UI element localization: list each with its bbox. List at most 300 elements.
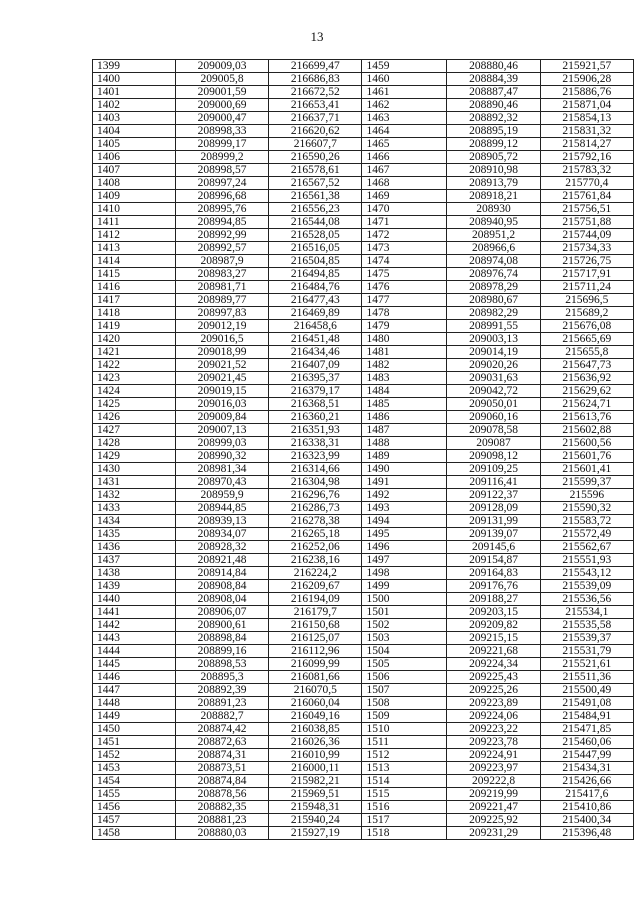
y-coordinate-left: 216314,66 xyxy=(269,463,362,476)
y-coordinate-right: 215636,92 xyxy=(540,372,633,385)
x-coordinate-right: 209116,41 xyxy=(447,476,540,489)
x-coordinate-left: 209021,45 xyxy=(175,372,268,385)
y-coordinate-left: 215969,51 xyxy=(269,788,362,801)
table-row xyxy=(93,528,634,541)
x-coordinate-left: 208908,04 xyxy=(175,593,268,606)
table-row xyxy=(93,814,634,827)
x-coordinate-left: 209005,8 xyxy=(175,73,268,86)
x-coordinate-right: 208974,08 xyxy=(447,255,540,268)
point-number-right: 1495 xyxy=(362,528,447,541)
x-coordinate-left: 208934,07 xyxy=(175,528,268,541)
point-number-right: 1471 xyxy=(362,216,447,229)
table-row xyxy=(93,333,634,346)
point-number-left: 1436 xyxy=(93,541,176,554)
table-row xyxy=(93,307,634,320)
x-coordinate-right: 208880,46 xyxy=(447,60,540,73)
x-coordinate-right: 209031,63 xyxy=(447,372,540,385)
x-coordinate-left: 208992,57 xyxy=(175,242,268,255)
point-number-left: 1412 xyxy=(93,229,176,242)
point-number-right: 1497 xyxy=(362,554,447,567)
x-coordinate-right: 208940,95 xyxy=(447,216,540,229)
y-coordinate-left: 216561,38 xyxy=(269,190,362,203)
table-row xyxy=(93,749,634,762)
x-coordinate-left: 208997,83 xyxy=(175,307,268,320)
y-coordinate-left: 216672,52 xyxy=(269,86,362,99)
table-row xyxy=(93,346,634,359)
table-row xyxy=(93,671,634,684)
y-coordinate-left: 216567,52 xyxy=(269,177,362,190)
x-coordinate-left: 208939,13 xyxy=(175,515,268,528)
y-coordinate-right: 215744,09 xyxy=(540,229,633,242)
y-coordinate-right: 215770,4 xyxy=(540,177,633,190)
point-number-right: 1500 xyxy=(362,593,447,606)
point-number-left: 1401 xyxy=(93,86,176,99)
point-number-right: 1498 xyxy=(362,567,447,580)
y-coordinate-left: 216125,07 xyxy=(269,632,362,645)
point-number-right: 1511 xyxy=(362,736,447,749)
y-coordinate-left: 216049,16 xyxy=(269,710,362,723)
point-number-right: 1509 xyxy=(362,710,447,723)
y-coordinate-left: 216528,05 xyxy=(269,229,362,242)
x-coordinate-right: 209122,37 xyxy=(447,489,540,502)
point-number-left: 1439 xyxy=(93,580,176,593)
table-row xyxy=(93,476,634,489)
point-number-right: 1485 xyxy=(362,398,447,411)
y-coordinate-right: 215854,13 xyxy=(540,112,633,125)
y-coordinate-left: 216368,51 xyxy=(269,398,362,411)
point-number-right: 1491 xyxy=(362,476,447,489)
x-coordinate-right: 208951,2 xyxy=(447,229,540,242)
point-number-left: 1410 xyxy=(93,203,176,216)
y-coordinate-right: 215535,58 xyxy=(540,619,633,632)
point-number-left: 1446 xyxy=(93,671,176,684)
x-coordinate-left: 209001,59 xyxy=(175,86,268,99)
table-row xyxy=(93,320,634,333)
point-number-left: 1447 xyxy=(93,684,176,697)
x-coordinate-left: 209016,5 xyxy=(175,333,268,346)
x-coordinate-right: 208890,46 xyxy=(447,99,540,112)
x-coordinate-left: 208994,85 xyxy=(175,216,268,229)
point-number-right: 1468 xyxy=(362,177,447,190)
y-coordinate-right: 215410,86 xyxy=(540,801,633,814)
table-row xyxy=(93,151,634,164)
y-coordinate-right: 215655,8 xyxy=(540,346,633,359)
x-coordinate-left: 208970,43 xyxy=(175,476,268,489)
x-coordinate-right: 209176,76 xyxy=(447,580,540,593)
point-number-right: 1486 xyxy=(362,411,447,424)
y-coordinate-right: 215751,88 xyxy=(540,216,633,229)
table-row xyxy=(93,86,634,99)
x-coordinate-right: 208978,29 xyxy=(447,281,540,294)
table-row xyxy=(93,411,634,424)
y-coordinate-right: 215734,33 xyxy=(540,242,633,255)
point-number-right: 1479 xyxy=(362,320,447,333)
x-coordinate-right: 209078,58 xyxy=(447,424,540,437)
point-number-left: 1414 xyxy=(93,255,176,268)
x-coordinate-left: 208878,56 xyxy=(175,788,268,801)
y-coordinate-left: 216112,96 xyxy=(269,645,362,658)
x-coordinate-left: 208880,03 xyxy=(175,827,268,840)
point-number-right: 1481 xyxy=(362,346,447,359)
x-coordinate-left: 208882,35 xyxy=(175,801,268,814)
point-number-left: 1440 xyxy=(93,593,176,606)
x-coordinate-left: 208992,99 xyxy=(175,229,268,242)
y-coordinate-right: 215460,06 xyxy=(540,736,633,749)
y-coordinate-left: 216607,7 xyxy=(269,138,362,151)
y-coordinate-left: 216434,46 xyxy=(269,346,362,359)
point-number-left: 1432 xyxy=(93,489,176,502)
x-coordinate-left: 208892,39 xyxy=(175,684,268,697)
y-coordinate-left: 216238,16 xyxy=(269,554,362,567)
x-coordinate-left: 208882,7 xyxy=(175,710,268,723)
point-number-right: 1474 xyxy=(362,255,447,268)
point-number-right: 1482 xyxy=(362,359,447,372)
x-coordinate-left: 208996,68 xyxy=(175,190,268,203)
point-number-left: 1443 xyxy=(93,632,176,645)
y-coordinate-right: 215599,37 xyxy=(540,476,633,489)
y-coordinate-right: 215783,32 xyxy=(540,164,633,177)
x-coordinate-left: 208999,2 xyxy=(175,151,268,164)
coordinates-table xyxy=(92,59,634,840)
y-coordinate-left: 216504,85 xyxy=(269,255,362,268)
y-coordinate-left: 216000,11 xyxy=(269,762,362,775)
x-coordinate-left: 208998,33 xyxy=(175,125,268,138)
point-number-right: 1493 xyxy=(362,502,447,515)
point-number-right: 1464 xyxy=(362,125,447,138)
point-number-right: 1510 xyxy=(362,723,447,736)
point-number-right: 1501 xyxy=(362,606,447,619)
table-row xyxy=(93,632,634,645)
x-coordinate-right: 209225,26 xyxy=(447,684,540,697)
point-number-right: 1508 xyxy=(362,697,447,710)
y-coordinate-right: 215629,62 xyxy=(540,385,633,398)
point-number-left: 1435 xyxy=(93,528,176,541)
point-number-right: 1473 xyxy=(362,242,447,255)
x-coordinate-left: 209021,52 xyxy=(175,359,268,372)
y-coordinate-left: 215982,21 xyxy=(269,775,362,788)
y-coordinate-right: 215400,34 xyxy=(540,814,633,827)
x-coordinate-right: 209098,12 xyxy=(447,450,540,463)
point-number-left: 1437 xyxy=(93,554,176,567)
point-number-left: 1441 xyxy=(93,606,176,619)
y-coordinate-right: 215536,56 xyxy=(540,593,633,606)
x-coordinate-right: 208976,74 xyxy=(447,268,540,281)
y-coordinate-left: 216699,47 xyxy=(269,60,362,73)
x-coordinate-right: 208884,39 xyxy=(447,73,540,86)
table-row xyxy=(93,541,634,554)
y-coordinate-left: 216038,85 xyxy=(269,723,362,736)
y-coordinate-left: 216286,73 xyxy=(269,502,362,515)
x-coordinate-right: 208918,21 xyxy=(447,190,540,203)
table-row xyxy=(93,788,634,801)
x-coordinate-right: 209231,29 xyxy=(447,827,540,840)
x-coordinate-right: 209219,99 xyxy=(447,788,540,801)
y-coordinate-right: 215572,49 xyxy=(540,528,633,541)
x-coordinate-left: 208928,32 xyxy=(175,541,268,554)
x-coordinate-left: 208990,32 xyxy=(175,450,268,463)
x-coordinate-left: 208898,53 xyxy=(175,658,268,671)
table-row xyxy=(93,164,634,177)
point-number-left: 1451 xyxy=(93,736,176,749)
point-number-left: 1420 xyxy=(93,333,176,346)
table-row xyxy=(93,190,634,203)
point-number-left: 1402 xyxy=(93,99,176,112)
point-number-left: 1404 xyxy=(93,125,176,138)
x-coordinate-right: 208910,98 xyxy=(447,164,540,177)
point-number-right: 1518 xyxy=(362,827,447,840)
point-number-left: 1416 xyxy=(93,281,176,294)
x-coordinate-left: 208998,57 xyxy=(175,164,268,177)
table-row xyxy=(93,281,634,294)
x-coordinate-left: 208914,84 xyxy=(175,567,268,580)
y-coordinate-left: 216395,37 xyxy=(269,372,362,385)
x-coordinate-left: 209019,15 xyxy=(175,385,268,398)
x-coordinate-left: 208895,3 xyxy=(175,671,268,684)
x-coordinate-left: 209009,84 xyxy=(175,411,268,424)
y-coordinate-left: 216304,98 xyxy=(269,476,362,489)
x-coordinate-left: 209000,69 xyxy=(175,99,268,112)
point-number-right: 1476 xyxy=(362,281,447,294)
x-coordinate-right: 209050,01 xyxy=(447,398,540,411)
point-number-right: 1461 xyxy=(362,86,447,99)
table-row xyxy=(93,827,634,840)
x-coordinate-left: 208899,16 xyxy=(175,645,268,658)
y-coordinate-right: 215717,91 xyxy=(540,268,633,281)
y-coordinate-right: 215596 xyxy=(540,489,633,502)
x-coordinate-right: 209223,97 xyxy=(447,762,540,775)
x-coordinate-right: 209109,25 xyxy=(447,463,540,476)
x-coordinate-left: 208989,77 xyxy=(175,294,268,307)
point-number-right: 1515 xyxy=(362,788,447,801)
x-coordinate-right: 208913,79 xyxy=(447,177,540,190)
y-coordinate-right: 215886,76 xyxy=(540,86,633,99)
table-row xyxy=(93,359,634,372)
y-coordinate-right: 215590,32 xyxy=(540,502,633,515)
point-number-right: 1516 xyxy=(362,801,447,814)
point-number-left: 1442 xyxy=(93,619,176,632)
y-coordinate-left: 216556,23 xyxy=(269,203,362,216)
x-coordinate-right: 209224,06 xyxy=(447,710,540,723)
point-number-left: 1417 xyxy=(93,294,176,307)
table-row xyxy=(93,736,634,749)
point-number-left: 1408 xyxy=(93,177,176,190)
point-number-left: 1431 xyxy=(93,476,176,489)
point-number-right: 1472 xyxy=(362,229,447,242)
x-coordinate-left: 208921,48 xyxy=(175,554,268,567)
y-coordinate-left: 216060,04 xyxy=(269,697,362,710)
y-coordinate-right: 215539,37 xyxy=(540,632,633,645)
point-number-right: 1463 xyxy=(362,112,447,125)
y-coordinate-right: 215756,51 xyxy=(540,203,633,216)
y-coordinate-right: 215792,16 xyxy=(540,151,633,164)
table-row xyxy=(93,177,634,190)
table-row xyxy=(93,450,634,463)
point-number-left: 1426 xyxy=(93,411,176,424)
point-number-right: 1517 xyxy=(362,814,447,827)
point-number-left: 1449 xyxy=(93,710,176,723)
x-coordinate-left: 208987,9 xyxy=(175,255,268,268)
x-coordinate-right: 209020,26 xyxy=(447,359,540,372)
x-coordinate-right: 208966,6 xyxy=(447,242,540,255)
y-coordinate-right: 215534,1 xyxy=(540,606,633,619)
y-coordinate-right: 215921,57 xyxy=(540,60,633,73)
point-number-right: 1465 xyxy=(362,138,447,151)
table-row xyxy=(93,60,634,73)
x-coordinate-right: 209224,34 xyxy=(447,658,540,671)
point-number-right: 1478 xyxy=(362,307,447,320)
point-number-right: 1460 xyxy=(362,73,447,86)
y-coordinate-right: 215539,09 xyxy=(540,580,633,593)
point-number-right: 1513 xyxy=(362,762,447,775)
point-number-left: 1455 xyxy=(93,788,176,801)
table-row xyxy=(93,710,634,723)
point-number-left: 1458 xyxy=(93,827,176,840)
y-coordinate-left: 216338,31 xyxy=(269,437,362,450)
point-number-right: 1489 xyxy=(362,450,447,463)
x-coordinate-right: 209060,16 xyxy=(447,411,540,424)
x-coordinate-right: 209221,47 xyxy=(447,801,540,814)
point-number-right: 1477 xyxy=(362,294,447,307)
x-coordinate-left: 208881,23 xyxy=(175,814,268,827)
point-number-left: 1418 xyxy=(93,307,176,320)
point-number-left: 1429 xyxy=(93,450,176,463)
point-number-left: 1424 xyxy=(93,385,176,398)
y-coordinate-left: 216458,6 xyxy=(269,320,362,333)
y-coordinate-right: 215551,93 xyxy=(540,554,633,567)
x-coordinate-left: 208874,42 xyxy=(175,723,268,736)
x-coordinate-left: 209009,03 xyxy=(175,60,268,73)
x-coordinate-left: 208906,07 xyxy=(175,606,268,619)
point-number-left: 1421 xyxy=(93,346,176,359)
y-coordinate-left: 216379,17 xyxy=(269,385,362,398)
x-coordinate-right: 209223,22 xyxy=(447,723,540,736)
y-coordinate-right: 215417,6 xyxy=(540,788,633,801)
x-coordinate-right: 208887,47 xyxy=(447,86,540,99)
x-coordinate-left: 209012,19 xyxy=(175,320,268,333)
point-number-left: 1456 xyxy=(93,801,176,814)
x-coordinate-left: 209000,47 xyxy=(175,112,268,125)
point-number-left: 1413 xyxy=(93,242,176,255)
y-coordinate-left: 216620,62 xyxy=(269,125,362,138)
y-coordinate-left: 216494,85 xyxy=(269,268,362,281)
y-coordinate-right: 215500,49 xyxy=(540,684,633,697)
y-coordinate-right: 215531,79 xyxy=(540,645,633,658)
y-coordinate-right: 215601,76 xyxy=(540,450,633,463)
table-row xyxy=(93,515,634,528)
point-number-left: 1445 xyxy=(93,658,176,671)
x-coordinate-left: 208872,63 xyxy=(175,736,268,749)
x-coordinate-left: 208959,9 xyxy=(175,489,268,502)
point-number-left: 1409 xyxy=(93,190,176,203)
table-row xyxy=(93,801,634,814)
y-coordinate-left: 216477,43 xyxy=(269,294,362,307)
table-row xyxy=(93,385,634,398)
x-coordinate-right: 209209,82 xyxy=(447,619,540,632)
x-coordinate-right: 209224,91 xyxy=(447,749,540,762)
table-row xyxy=(93,372,634,385)
x-coordinate-right: 208982,29 xyxy=(447,307,540,320)
point-number-left: 1415 xyxy=(93,268,176,281)
x-coordinate-right: 208892,32 xyxy=(447,112,540,125)
point-number-right: 1499 xyxy=(362,580,447,593)
point-number-left: 1407 xyxy=(93,164,176,177)
table-row xyxy=(93,216,634,229)
x-coordinate-right: 208980,67 xyxy=(447,294,540,307)
point-number-right: 1467 xyxy=(362,164,447,177)
table-row xyxy=(93,268,634,281)
point-number-left: 1438 xyxy=(93,567,176,580)
table-row xyxy=(93,424,634,437)
x-coordinate-right: 209223,78 xyxy=(447,736,540,749)
table-row xyxy=(93,294,634,307)
y-coordinate-right: 215726,75 xyxy=(540,255,633,268)
point-number-left: 1405 xyxy=(93,138,176,151)
y-coordinate-right: 215696,5 xyxy=(540,294,633,307)
x-coordinate-left: 208898,84 xyxy=(175,632,268,645)
x-coordinate-right: 208895,19 xyxy=(447,125,540,138)
x-coordinate-left: 208997,24 xyxy=(175,177,268,190)
y-coordinate-right: 215624,71 xyxy=(540,398,633,411)
x-coordinate-left: 208999,17 xyxy=(175,138,268,151)
point-number-right: 1487 xyxy=(362,424,447,437)
x-coordinate-right: 209203,15 xyxy=(447,606,540,619)
x-coordinate-right: 209222,8 xyxy=(447,775,540,788)
point-number-right: 1490 xyxy=(362,463,447,476)
y-coordinate-left: 216351,93 xyxy=(269,424,362,437)
point-number-right: 1496 xyxy=(362,541,447,554)
y-coordinate-right: 215396,48 xyxy=(540,827,633,840)
y-coordinate-left: 216179,7 xyxy=(269,606,362,619)
y-coordinate-right: 215426,66 xyxy=(540,775,633,788)
y-coordinate-left: 216150,68 xyxy=(269,619,362,632)
y-coordinate-right: 215601,41 xyxy=(540,463,633,476)
point-number-right: 1470 xyxy=(362,203,447,216)
y-coordinate-left: 216484,76 xyxy=(269,281,362,294)
y-coordinate-left: 216278,38 xyxy=(269,515,362,528)
y-coordinate-right: 215602,88 xyxy=(540,424,633,437)
y-coordinate-left: 216686,83 xyxy=(269,73,362,86)
point-number-right: 1505 xyxy=(362,658,447,671)
x-coordinate-right: 208899,12 xyxy=(447,138,540,151)
y-coordinate-left: 215948,31 xyxy=(269,801,362,814)
x-coordinate-right: 209131,99 xyxy=(447,515,540,528)
table-row xyxy=(93,437,634,450)
page-number: 13 xyxy=(310,29,324,44)
point-number-right: 1484 xyxy=(362,385,447,398)
y-coordinate-left: 216323,99 xyxy=(269,450,362,463)
point-number-left: 1430 xyxy=(93,463,176,476)
table-row xyxy=(93,125,634,138)
y-coordinate-left: 216407,09 xyxy=(269,359,362,372)
x-coordinate-right: 209003,13 xyxy=(447,333,540,346)
table-row xyxy=(93,242,634,255)
x-coordinate-left: 208900,61 xyxy=(175,619,268,632)
point-number-left: 1423 xyxy=(93,372,176,385)
y-coordinate-left: 216296,76 xyxy=(269,489,362,502)
x-coordinate-left: 208999,03 xyxy=(175,437,268,450)
table-row xyxy=(93,658,634,671)
point-number-right: 1492 xyxy=(362,489,447,502)
table-row xyxy=(93,567,634,580)
y-coordinate-right: 215447,99 xyxy=(540,749,633,762)
point-number-left: 1406 xyxy=(93,151,176,164)
y-coordinate-left: 216224,2 xyxy=(269,567,362,580)
point-number-left: 1419 xyxy=(93,320,176,333)
x-coordinate-left: 208981,34 xyxy=(175,463,268,476)
point-number-left: 1450 xyxy=(93,723,176,736)
point-number-right: 1488 xyxy=(362,437,447,450)
x-coordinate-left: 208874,84 xyxy=(175,775,268,788)
